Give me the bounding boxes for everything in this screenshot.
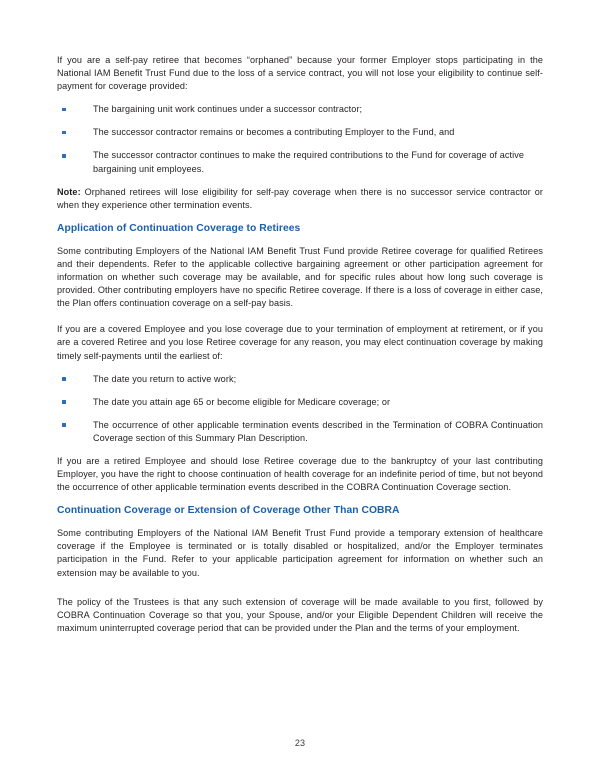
note-paragraph (57, 186, 543, 212)
square-bullet-icon (62, 400, 66, 404)
list-item (57, 149, 543, 175)
list-item-text: The successor contractor continues to make the required contributions to the Fund for coverage of active bargaining unit employees. (93, 150, 525, 174)
square-bullet-icon (62, 377, 66, 381)
square-bullet-icon (62, 423, 66, 427)
orphan-conditions-list (57, 103, 543, 175)
note-label: Note: (57, 186, 81, 197)
other-paragraph-2: The policy of the Trustees is that any such extension of coverage will be made available to you first, followed by COBRA Continuation Coverage so that you, your Spouse, and/or your Eligible Dependent Children will receive the maximum uninterrupted coverage period that can be provided under the Plan and the terms of your employment. (57, 596, 543, 633)
list-item (57, 419, 543, 445)
page-number: 23 (294, 738, 306, 748)
retirees-paragraph-2: If you are a covered Employee and you lose coverage due to your termination of employment at retirement, or if you are a covered Retiree and you lose Retiree coverage for any reason, you may elect continuation coverage by making timely self-payments until the earliest of: (57, 324, 543, 361)
list-item (57, 103, 543, 116)
retirees-paragraph-1: Some contributing Employers of the National IAM Benefit Trust Fund provide Retiree coverage for qualified Retirees and their dependents. Refer to the applicable collective bargaining agreement or other participation agreement for information on whether such coverage may be available, and for specific rules about how long such coverage is provided. Other contributing employers have no specific Retiree coverage. If there is a loss of coverage in either case, the Plan offers continuation coverage on a self-pay basis. (57, 245, 543, 309)
other-paragraph-1: Some contributing Employers of the National IAM Benefit Trust Fund provide a temporary extension of healthcare coverage if the Employee is terminated or is totally disabled or hospitalized, and/or the Employer terminates participation in the Fund. Refer to your applicable participation agreement for information on whether such an extension may be available to you. (57, 528, 543, 578)
square-bullet-icon (62, 154, 66, 158)
earliest-of-list (57, 373, 543, 445)
list-item-text: The date you attain age 65 or become eligible for Medicare coverage; or (93, 396, 391, 407)
list-item-text: The bargaining unit work continues under a successor contractor; (93, 104, 363, 115)
page-content (57, 54, 543, 645)
list-item-text: The occurrence of other applicable termination events described in the Termination of COBRA Continuation Coverage section of this Summary Plan Description. (93, 419, 543, 443)
list-item (57, 396, 543, 409)
section-heading-other-than-cobra: Continuation Coverage or Extension of Coverage Other Than COBRA (57, 505, 400, 517)
list-item (57, 373, 543, 386)
list-item-text: The successor contractor remains or becomes a contributing Employer to the Fund, and (93, 127, 455, 138)
list-item-text: The date you return to active work; (93, 373, 237, 384)
square-bullet-icon (62, 108, 66, 112)
section-heading-retirees: Application of Continuation Coverage to Retirees (57, 222, 301, 234)
square-bullet-icon (62, 131, 66, 135)
intro-paragraph: If you are a self-pay retiree that becomes “orphaned” because your former Employer stops participating in the National IAM Benefit Trust Fund due to the loss of a service contract, you will not lose your eligibility to continue self-payment for coverage provided: (57, 55, 543, 92)
bankruptcy-paragraph: If you are a retired Employee and should lose Retiree coverage due to the bankruptcy of your last contributing Employer, you have the right to choose continuation of health coverage for an indefinite period of time, but not beyond the occurrence of other applicable termination events described in the COBRA Continuation Coverage section. (57, 455, 543, 493)
list-item (57, 126, 543, 139)
note-text: Orphaned retirees will lose eligibility for self-pay coverage when there is no successor service contractor or when they experience other termination events. (57, 186, 543, 210)
